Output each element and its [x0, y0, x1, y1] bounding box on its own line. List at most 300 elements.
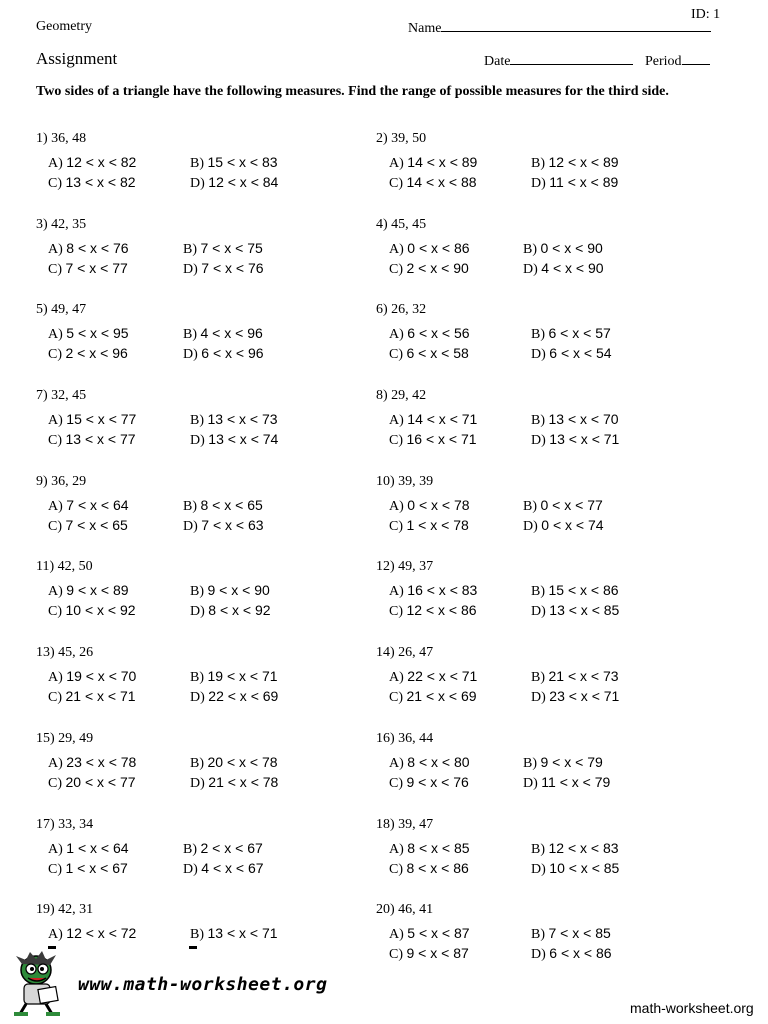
option-range: 20 < x < 77 [65, 774, 136, 790]
option-range: 8 < x < 85 [407, 840, 470, 856]
answer-option[interactable] [183, 260, 264, 278]
option-letter: A) [48, 584, 63, 599]
option-range: 16 < x < 71 [406, 431, 477, 447]
option-letter: B) [531, 327, 545, 342]
mascot-logo [6, 950, 68, 1016]
option-letter: A) [48, 327, 63, 342]
question-sides: 39, 39 [398, 474, 434, 489]
date-label: Date [484, 54, 511, 69]
answer-option[interactable] [48, 688, 136, 706]
answer-option[interactable] [190, 925, 278, 943]
answer-option[interactable] [190, 774, 278, 792]
answer-option[interactable] [48, 840, 129, 858]
question-sides: 49, 37 [398, 559, 434, 574]
answer-option[interactable] [389, 582, 477, 600]
option-range: 7 < x < 76 [201, 260, 264, 276]
answer-option[interactable] [190, 431, 278, 449]
option-range: 6 < x < 96 [201, 345, 264, 361]
answer-option[interactable] [531, 602, 619, 620]
option-range: 5 < x < 95 [66, 325, 129, 341]
option-letter: A) [389, 927, 404, 942]
question-sides: 29, 42 [391, 388, 427, 403]
option-letter: A) [389, 413, 404, 428]
option-range: 4 < x < 96 [200, 325, 263, 341]
question-sides: 42, 50 [57, 559, 93, 574]
question-sides: 29, 49 [58, 731, 94, 746]
answer-option[interactable] [389, 325, 470, 343]
answer-option[interactable] [531, 411, 619, 429]
question-prompt [376, 731, 433, 747]
question-prompt [376, 902, 433, 918]
option-range: 1 < x < 64 [66, 840, 129, 856]
option-letter: D) [531, 604, 546, 619]
option-letter: C) [48, 690, 62, 705]
answer-option[interactable] [190, 668, 278, 686]
option-letter: B) [523, 499, 537, 514]
question-number: 8) [376, 388, 388, 403]
option-letter: D) [190, 776, 205, 791]
answer-option[interactable] [48, 240, 129, 258]
option-letter: A) [48, 756, 63, 771]
answer-option[interactable] [183, 325, 263, 343]
answer-option[interactable] [531, 345, 612, 363]
option-range: 8 < x < 86 [406, 860, 469, 876]
question-sides: 36, 29 [51, 474, 87, 489]
answer-option[interactable] [523, 260, 604, 278]
option-letter: A) [389, 670, 404, 685]
answer-option[interactable] [389, 431, 477, 449]
option-range: 7 < x < 64 [66, 497, 129, 513]
question-prompt [36, 217, 86, 233]
option-letter: C) [48, 604, 62, 619]
option-letter: B) [531, 413, 545, 428]
name-field[interactable] [408, 19, 711, 37]
question-number: 1) [36, 131, 48, 146]
answer-option[interactable] [48, 431, 136, 449]
option-letter: C) [48, 262, 62, 277]
answer-option[interactable] [48, 260, 128, 278]
question-number: 14) [376, 645, 395, 660]
answer-option[interactable] [183, 517, 264, 535]
option-letter: B) [531, 927, 545, 942]
option-range: 12 < x < 72 [66, 925, 137, 941]
answer-option[interactable] [523, 774, 610, 792]
answer-option[interactable] [389, 688, 477, 706]
answer-option[interactable] [531, 154, 619, 172]
answer-option[interactable] [48, 925, 136, 943]
answer-option[interactable] [389, 774, 469, 792]
option-range: 13 < x < 70 [548, 411, 619, 427]
option-letter: D) [190, 604, 205, 619]
option-letter: B) [183, 327, 197, 342]
answer-option[interactable] [183, 860, 264, 878]
option-range: 23 < x < 78 [66, 754, 137, 770]
option-letter: D) [183, 519, 198, 534]
option-range: 21 < x < 73 [548, 668, 619, 684]
question-number: 16) [376, 731, 395, 746]
option-letter: B) [190, 756, 204, 771]
option-letter: A) [389, 156, 404, 171]
answer-option[interactable] [183, 497, 263, 515]
option-range: 14 < x < 88 [406, 174, 477, 190]
option-letter: B) [531, 670, 545, 685]
option-range: 1 < x < 78 [406, 517, 469, 533]
option-letter: A) [389, 584, 404, 599]
answer-option[interactable] [523, 754, 603, 772]
option-range: 5 < x < 87 [407, 925, 470, 941]
option-letter: A) [48, 413, 63, 428]
option-range: 22 < x < 69 [208, 688, 279, 704]
answer-option[interactable] [190, 154, 278, 172]
option-range: 12 < x < 83 [548, 840, 619, 856]
option-letter: D) [190, 176, 205, 191]
option-range: 0 < x < 86 [407, 240, 470, 256]
option-range: 12 < x < 86 [406, 602, 477, 618]
option-range: 13 < x < 71 [549, 431, 620, 447]
option-range: 19 < x < 71 [207, 668, 278, 684]
answer-option[interactable] [190, 602, 271, 620]
question-sides: 39, 50 [391, 131, 427, 146]
option-range: 2 < x < 96 [65, 345, 128, 361]
option-letter: A) [48, 156, 63, 171]
option-letter: B) [523, 756, 537, 771]
option-range: 6 < x < 58 [406, 345, 469, 361]
option-letter: D) [190, 433, 205, 448]
answer-option[interactable] [389, 174, 477, 192]
answer-option[interactable] [389, 517, 469, 535]
answer-option[interactable] [48, 582, 129, 600]
option-range: 8 < x < 92 [208, 602, 271, 618]
option-range: 9 < x < 90 [207, 582, 270, 598]
answer-option[interactable] [48, 860, 128, 878]
option-range: 20 < x < 78 [207, 754, 278, 770]
footer-banner: www.math-worksheet.org [78, 974, 328, 995]
option-letter: D) [523, 262, 538, 277]
option-letter: C) [389, 347, 403, 362]
option-range: 9 < x < 76 [406, 774, 469, 790]
question-number: 11) [36, 559, 55, 574]
footer-site: math-worksheet.org [630, 1000, 754, 1016]
answer-option[interactable] [531, 431, 619, 449]
instructions: Two sides of a triangle have the following measures. Find the range of possible measures for the third side. [36, 84, 669, 99]
answer-option[interactable] [389, 840, 470, 858]
answer-option[interactable] [389, 754, 470, 772]
question-number: 18) [376, 817, 395, 832]
option-range: 12 < x < 82 [66, 154, 137, 170]
option-range: 15 < x < 77 [66, 411, 137, 427]
question-prompt [36, 302, 86, 318]
name-label: Name [408, 21, 442, 36]
question-number: 13) [36, 645, 55, 660]
option-letter: D) [523, 519, 538, 534]
answer-option[interactable] [389, 497, 470, 515]
option-range: 15 < x < 83 [207, 154, 278, 170]
option-range: 13 < x < 85 [549, 602, 620, 618]
option-letter: C) [389, 262, 403, 277]
answer-option[interactable] [190, 754, 278, 772]
option-letter: B) [190, 156, 204, 171]
answer-option[interactable] [48, 517, 128, 535]
option-range: 11 < x < 79 [541, 774, 611, 790]
option-range: 9 < x < 79 [540, 754, 603, 770]
answer-option[interactable] [190, 582, 270, 600]
answer-option[interactable] [531, 945, 612, 963]
option-letter: C) [48, 176, 62, 191]
option-letter: C) [389, 433, 403, 448]
period-label: Period [645, 54, 682, 69]
answer-option[interactable] [389, 411, 477, 429]
option-letter: B) [531, 842, 545, 857]
answer-option[interactable] [48, 497, 129, 515]
option-range: 10 < x < 85 [549, 860, 620, 876]
option-range: 6 < x < 57 [548, 325, 611, 341]
answer-option[interactable] [48, 754, 136, 772]
answer-option[interactable] [48, 602, 136, 620]
option-letter: D) [531, 947, 546, 962]
answer-option[interactable] [48, 154, 136, 172]
answer-option[interactable] [389, 945, 469, 963]
option-range: 4 < x < 67 [201, 860, 264, 876]
answer-option[interactable] [531, 860, 619, 878]
option-range: 10 < x < 92 [65, 602, 136, 618]
answer-option[interactable] [48, 325, 129, 343]
question-prompt [376, 131, 426, 147]
option-letter: B) [190, 927, 204, 942]
question-number: 12) [376, 559, 395, 574]
option-range: 2 < x < 67 [200, 840, 263, 856]
question-number: 2) [376, 131, 388, 146]
option-range: 6 < x < 86 [549, 945, 612, 961]
option-letter: C) [48, 519, 62, 534]
option-letter: A) [389, 242, 404, 257]
question-sides: 26, 32 [391, 302, 427, 317]
answer-option[interactable] [48, 174, 136, 192]
option-range: 12 < x < 89 [548, 154, 619, 170]
option-letter: B) [190, 584, 204, 599]
option-range: 7 < x < 65 [65, 517, 128, 533]
answer-option[interactable] [389, 345, 469, 363]
option-range: 8 < x < 65 [200, 497, 263, 513]
question-prompt [36, 388, 86, 404]
option-letter: C) [48, 776, 62, 791]
answer-option[interactable] [48, 411, 136, 429]
answer-option[interactable] [190, 411, 278, 429]
answer-option[interactable] [531, 925, 611, 943]
question-number: 5) [36, 302, 48, 317]
option-letter: A) [48, 927, 63, 942]
question-number: 7) [36, 388, 48, 403]
option-range: 4 < x < 90 [541, 260, 604, 276]
question-sides: 42, 35 [51, 217, 87, 232]
option-range: 13 < x < 82 [65, 174, 136, 190]
option-letter: A) [48, 842, 63, 857]
answer-option[interactable] [531, 840, 619, 858]
question-prompt [36, 731, 93, 747]
question-prompt [36, 817, 93, 833]
option-range: 13 < x < 74 [208, 431, 279, 447]
option-letter: B) [190, 413, 204, 428]
option-letter: C) [389, 604, 403, 619]
course-name: Geometry [36, 19, 92, 34]
option-range: 13 < x < 71 [207, 925, 278, 941]
option-letter: D) [183, 347, 198, 362]
answer-option[interactable] [190, 174, 278, 192]
option-range: 9 < x < 89 [66, 582, 129, 598]
question-number: 19) [36, 902, 55, 917]
option-range: 12 < x < 84 [208, 174, 279, 190]
option-letter: D) [183, 862, 198, 877]
option-letter: C) [48, 433, 62, 448]
option-letter: C) [389, 862, 403, 877]
answer-option[interactable] [48, 345, 128, 363]
answer-option[interactable] [389, 925, 470, 943]
option-range: 0 < x < 77 [540, 497, 603, 513]
answer-option[interactable] [183, 345, 264, 363]
option-letter: B) [183, 499, 197, 514]
answer-option[interactable] [389, 240, 470, 258]
answer-option[interactable] [183, 840, 263, 858]
option-range: 19 < x < 70 [66, 668, 137, 684]
answer-option[interactable] [48, 774, 136, 792]
option-letter: D) [523, 776, 538, 791]
option-letter: C) [389, 776, 403, 791]
date-field[interactable] [484, 52, 633, 70]
answer-option[interactable] [389, 668, 477, 686]
option-range: 1 < x < 67 [65, 860, 128, 876]
option-letter: C) [389, 947, 403, 962]
option-letter: D) [531, 347, 546, 362]
answer-option[interactable] [531, 325, 611, 343]
option-range: 6 < x < 56 [407, 325, 470, 341]
question-prompt [376, 559, 433, 575]
answer-option[interactable] [389, 860, 469, 878]
option-range: 8 < x < 80 [407, 754, 470, 770]
question-sides: 39, 47 [398, 817, 434, 832]
question-number: 9) [36, 474, 48, 489]
question-prompt [376, 302, 426, 318]
cut-off-mark [48, 946, 56, 949]
question-prompt [376, 817, 433, 833]
option-letter: D) [531, 690, 546, 705]
answer-option[interactable] [523, 240, 603, 258]
answer-option[interactable] [523, 517, 604, 535]
question-prompt [376, 388, 426, 404]
question-sides: 45, 26 [58, 645, 94, 660]
question-prompt [36, 645, 93, 661]
answer-option[interactable] [531, 174, 618, 192]
option-range: 7 < x < 77 [65, 260, 128, 276]
question-sides: 45, 45 [391, 217, 427, 232]
question-sides: 49, 47 [51, 302, 87, 317]
question-prompt [36, 131, 86, 147]
answer-option[interactable] [389, 602, 477, 620]
worksheet-id: ID: 1 [691, 7, 721, 22]
option-range: 0 < x < 90 [540, 240, 603, 256]
question-number: 17) [36, 817, 55, 832]
question-sides: 46, 41 [398, 902, 434, 917]
page-title: Assignment [36, 49, 118, 68]
option-range: 14 < x < 71 [407, 411, 478, 427]
option-letter: B) [523, 242, 537, 257]
question-sides: 36, 48 [51, 131, 87, 146]
question-prompt [36, 902, 93, 918]
option-letter: A) [389, 327, 404, 342]
option-range: 23 < x < 71 [549, 688, 620, 704]
question-number: 6) [376, 302, 388, 317]
question-number: 20) [376, 902, 395, 917]
question-sides: 33, 34 [58, 817, 94, 832]
answer-option[interactable] [389, 154, 477, 172]
question-prompt [36, 474, 86, 490]
option-letter: A) [389, 756, 404, 771]
option-letter: B) [531, 156, 545, 171]
date-line [510, 52, 633, 65]
option-letter: C) [389, 176, 403, 191]
option-letter: A) [389, 499, 404, 514]
option-range: 21 < x < 78 [208, 774, 279, 790]
question-number: 4) [376, 217, 388, 232]
option-range: 9 < x < 87 [406, 945, 469, 961]
question-number: 10) [376, 474, 395, 489]
answer-option[interactable] [531, 582, 619, 600]
option-range: 2 < x < 90 [406, 260, 469, 276]
answer-option[interactable] [190, 688, 278, 706]
answer-option[interactable] [389, 260, 469, 278]
question-sides: 32, 45 [51, 388, 87, 403]
option-range: 7 < x < 75 [200, 240, 263, 256]
option-range: 21 < x < 69 [406, 688, 477, 704]
option-range: 0 < x < 78 [407, 497, 470, 513]
period-field[interactable] [645, 52, 710, 70]
option-range: 6 < x < 54 [549, 345, 612, 361]
option-letter: B) [183, 842, 197, 857]
answer-option[interactable] [183, 240, 263, 258]
option-range: 7 < x < 63 [201, 517, 264, 533]
option-range: 21 < x < 71 [65, 688, 136, 704]
option-letter: A) [48, 242, 63, 257]
option-letter: D) [531, 433, 546, 448]
option-letter: A) [48, 499, 63, 514]
name-line [441, 19, 711, 32]
option-range: 13 < x < 73 [207, 411, 278, 427]
option-range: 22 < x < 71 [407, 668, 478, 684]
option-range: 15 < x < 86 [548, 582, 619, 598]
question-prompt [36, 559, 93, 575]
answer-option[interactable] [523, 497, 603, 515]
question-sides: 42, 31 [58, 902, 94, 917]
option-letter: B) [190, 670, 204, 685]
option-letter: B) [183, 242, 197, 257]
option-letter: C) [48, 862, 62, 877]
option-range: 14 < x < 89 [407, 154, 478, 170]
question-number: 3) [36, 217, 48, 232]
question-sides: 36, 44 [398, 731, 434, 746]
answer-option[interactable] [48, 668, 136, 686]
answer-option[interactable] [531, 688, 619, 706]
question-prompt [376, 474, 433, 490]
option-range: 11 < x < 89 [549, 174, 619, 190]
answer-option[interactable] [531, 668, 619, 686]
option-range: 0 < x < 74 [541, 517, 604, 533]
option-letter: D) [190, 690, 205, 705]
period-line [682, 52, 710, 65]
option-range: 16 < x < 83 [407, 582, 478, 598]
option-letter: A) [389, 842, 404, 857]
option-letter: A) [48, 670, 63, 685]
option-range: 7 < x < 85 [548, 925, 611, 941]
question-prompt [376, 645, 433, 661]
option-letter: D) [183, 262, 198, 277]
